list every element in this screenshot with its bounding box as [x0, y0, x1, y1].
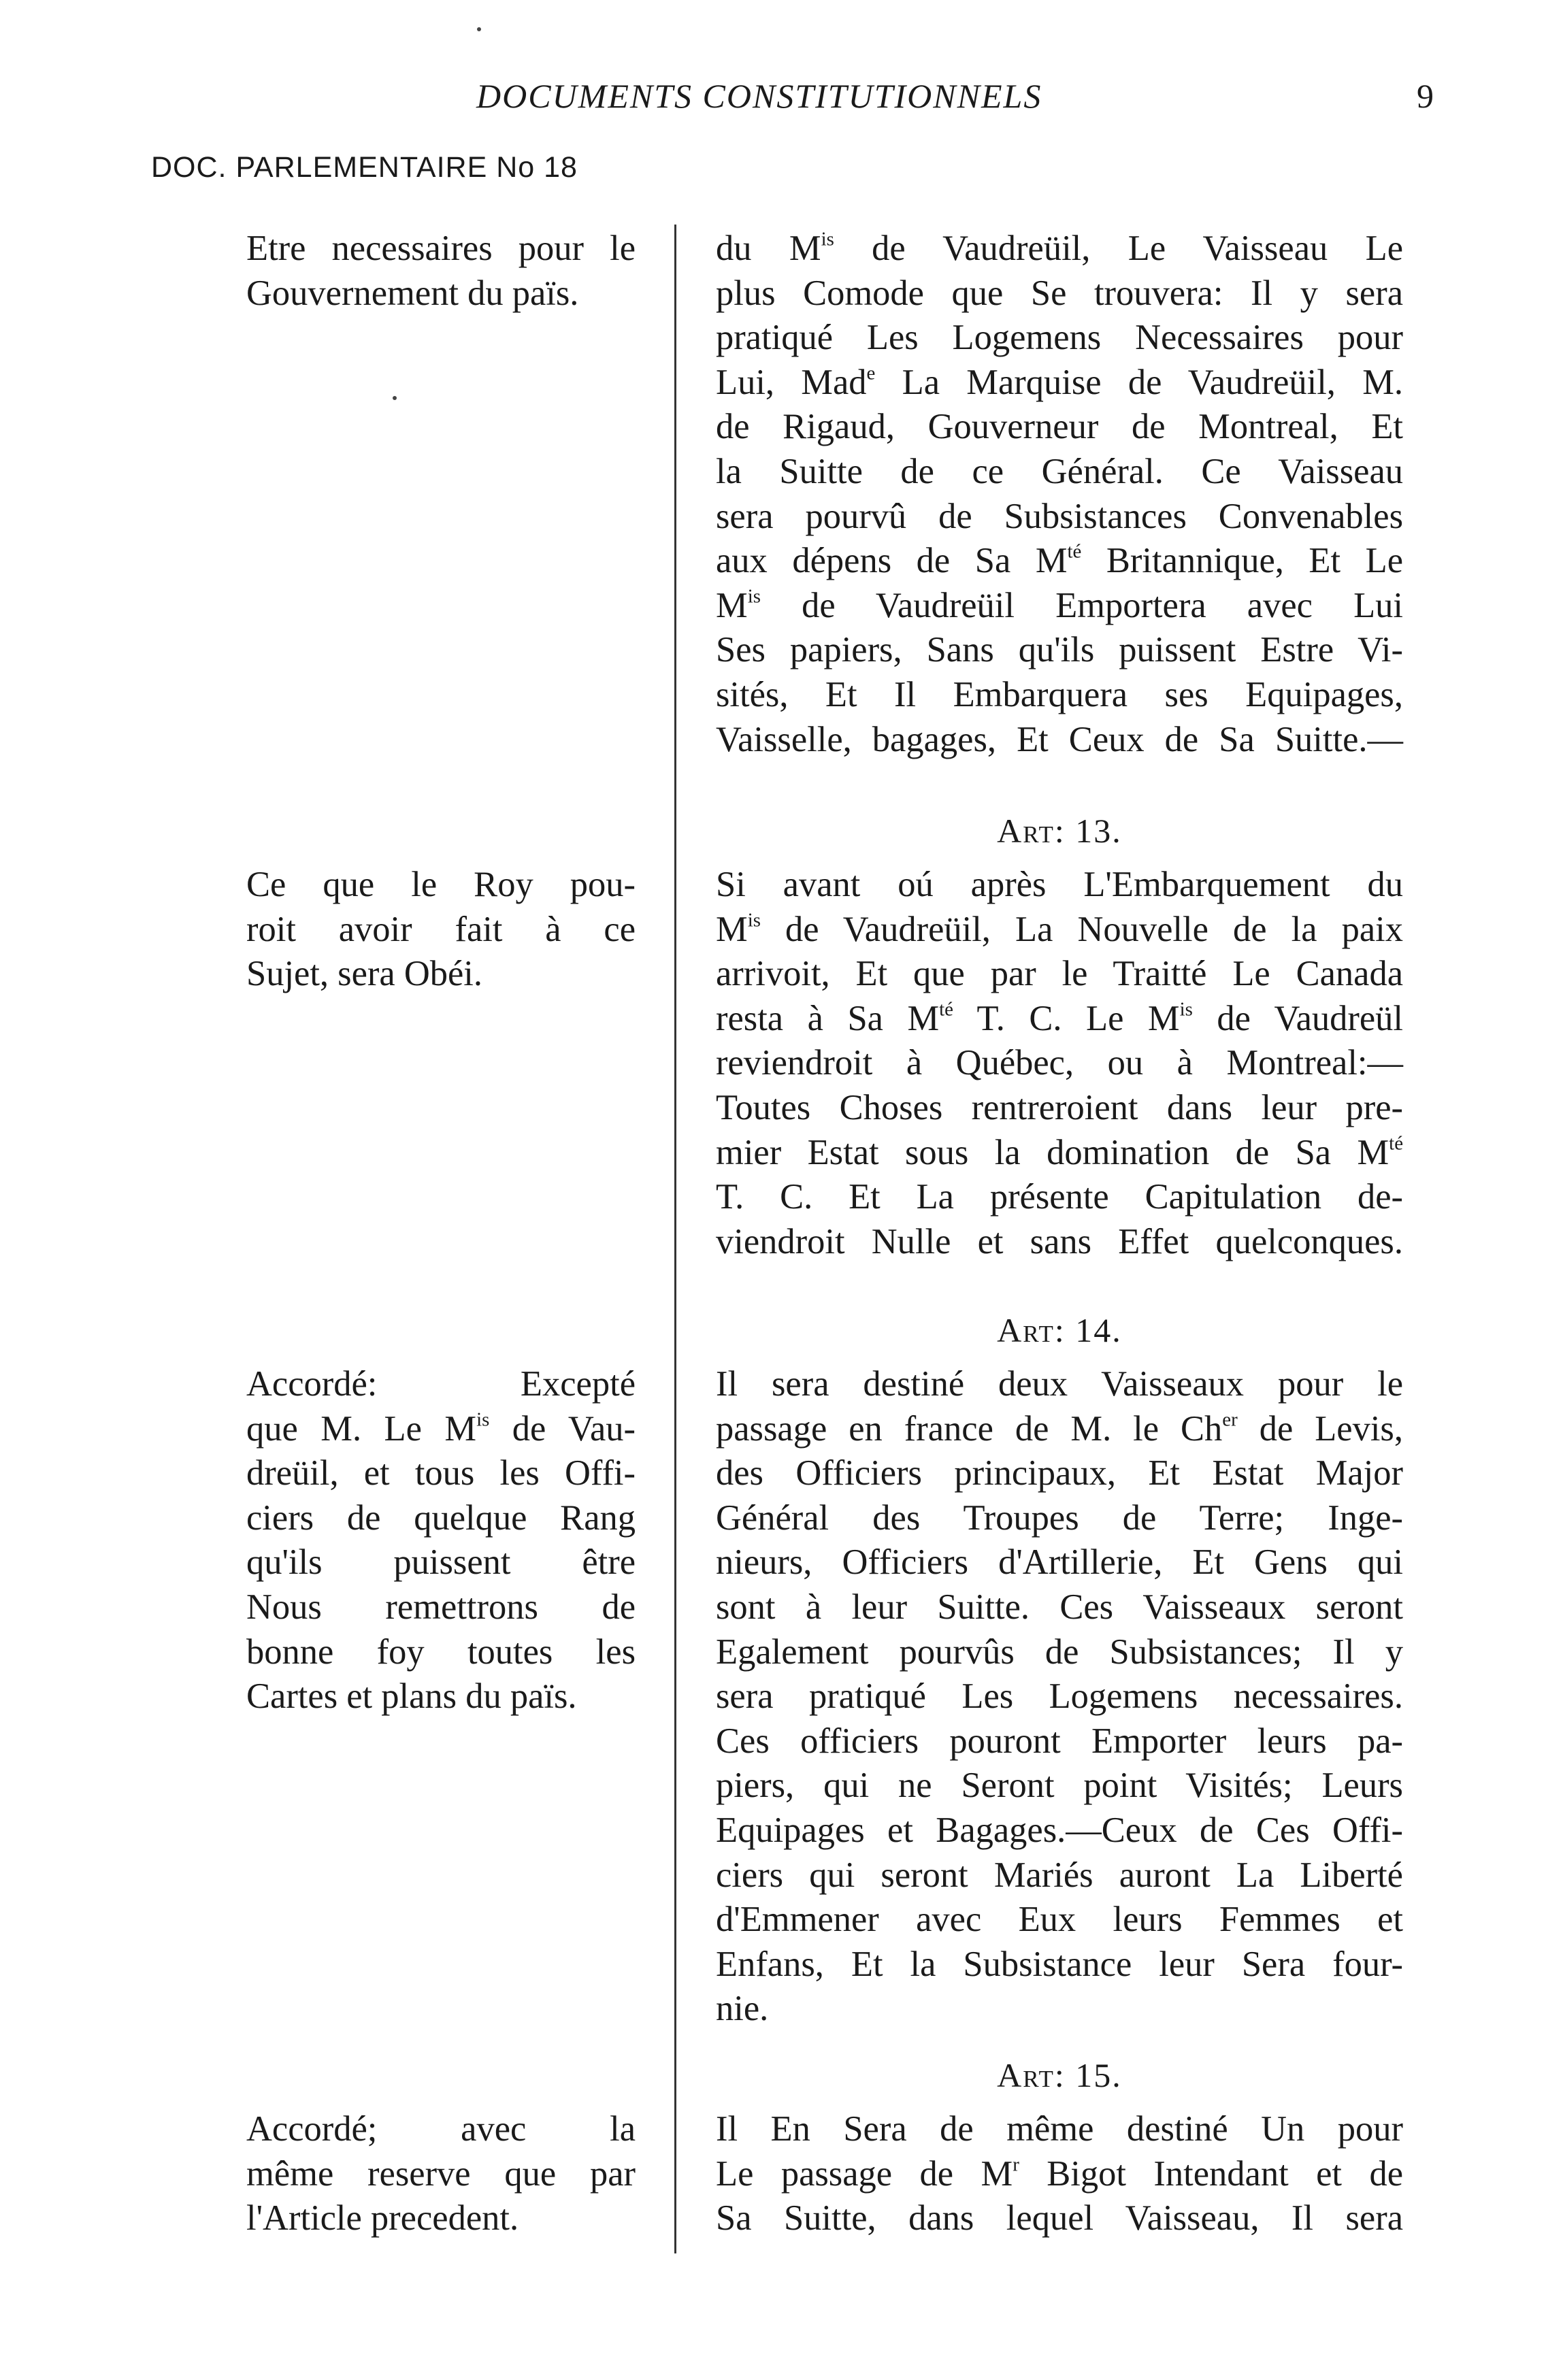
- article-15-body: [716, 2107, 1403, 2241]
- text-line: Sujet, sera Obéi.: [246, 954, 482, 994]
- text-line: sera pratiqué Les Logemens necessaires.: [716, 1676, 1403, 1717]
- text-line: bonne foy toutes les: [246, 1632, 636, 1672]
- running-title: DOCUMENTS CONSTITUTIONNELS: [476, 77, 1042, 115]
- text-line: Lui, Mad$^e$ La Marquise de Vaudreüil, M.: [716, 362, 1404, 402]
- article-13-heading: Art: 13.: [997, 812, 1122, 850]
- text-line: Etre necessaires pour le: [246, 229, 636, 268]
- text-line: Accordé; avec la: [246, 2109, 636, 2149]
- text-line: aux dépens de Sa $M^{té}$ Britannique, Et Le: [716, 540, 1403, 581]
- text-line: même reserve que par: [246, 2153, 636, 2194]
- text-line: Il sera destiné deux Vaisseaux pour le: [716, 1364, 1403, 1404]
- text-line: Il En Sera de même destiné Un pour: [716, 2109, 1403, 2149]
- text-line: plus Comode que Se trouvera: Il y sera: [716, 273, 1403, 313]
- article-15-heading: Art: 15.: [997, 2056, 1122, 2094]
- text-line: Si avant oú après L'Embarquement du: [716, 865, 1403, 904]
- text-line: Ce que le Roy pou-: [246, 865, 636, 904]
- article-13-body: [716, 863, 1403, 1264]
- text-line: pratiqué Les Logemens Necessaires pour: [716, 318, 1403, 358]
- text-line: qu'ils puissent être: [246, 1542, 636, 1583]
- text-line: sités, Et Il Embarquera ses Equipages,: [716, 674, 1403, 714]
- article-12-continuation: [716, 227, 1403, 762]
- text-line: du $M^{is}$ de Vaudreüil, Le Vaisseau Le: [716, 228, 1403, 268]
- article-14-heading: Art: 14.: [997, 1311, 1122, 1349]
- text-line: Enfans, Et la Subsistance leur Sera four-: [716, 1944, 1403, 1984]
- text-line: ciers de quelque Rang: [246, 1498, 636, 1538]
- text-line: de Rigaud, Gouverneur de Montreal, Et: [716, 407, 1403, 447]
- text-line: sont à leur Suitte. Ces Vaisseaux seront: [716, 1587, 1403, 1627]
- text-line: passage en france de M. le $Ch^{er}$ de Levis,: [716, 1408, 1403, 1449]
- text-line: sera pourvû de Subsistances Convenables: [716, 496, 1403, 536]
- text-line: la Suitte de ce Général. Ce Vaisseau: [716, 451, 1403, 491]
- text-line: nie.: [716, 1989, 769, 2029]
- text-line: nieurs, Officiers d'Artillerie, Et Gens qui: [716, 1542, 1403, 1583]
- text-line: Toutes Choses rentreroient dans leur pre-: [716, 1087, 1403, 1127]
- text-line: ciers qui seront Mariés auront La Liberté: [716, 1855, 1403, 1895]
- text-line: Général des Troupes de Terre; Inge-: [716, 1498, 1403, 1538]
- text-line: roit avoir fait à ce: [246, 909, 636, 949]
- text-line: arrivoit, Et que par le Traitté Le Canada: [716, 954, 1403, 994]
- text-line: Nous remettrons de: [246, 1587, 636, 1627]
- text-line: Equipages et Bagages.—Ceux de Ces Offi-: [716, 1810, 1403, 1850]
- text-line: Accordé: Excepté: [246, 1364, 636, 1404]
- text-line: des Officiers principaux, Et Estat Major: [716, 1453, 1403, 1493]
- text-line: Ces officiers pouront Emporter leurs pa-: [716, 1721, 1403, 1761]
- text-line: viendroit Nulle et sans Effet quelconques.: [716, 1221, 1403, 1261]
- text-line: Egalement pourvûs de Subsistances; Il y: [716, 1632, 1403, 1672]
- text-line: Sa Suitte, dans lequel Vaisseau, Il sera: [716, 2198, 1403, 2238]
- text-line: T. C. Et La présente Capitulation de-: [716, 1177, 1403, 1217]
- page-number: 9: [1417, 77, 1434, 115]
- text-line: Ses papiers, Sans qu'ils puissent Estre Vi-: [716, 630, 1403, 670]
- text-line: l'Article precedent.: [246, 2198, 519, 2238]
- doc-reference: DOC. PARLEMENTAIRE No 18: [151, 151, 578, 184]
- text-line: reviendroit à Québec, ou à Montreal:—: [716, 1043, 1403, 1083]
- print-speck: [393, 396, 397, 400]
- column-divider: [674, 225, 676, 2253]
- left-note-1: [246, 227, 636, 316]
- print-speck: [477, 27, 481, 31]
- text-line: que M. Le $M^{is}$ de Vau-: [246, 1408, 636, 1449]
- left-note-3: [246, 1362, 636, 1719]
- article-14-body: [716, 1362, 1403, 2032]
- left-note-2: [246, 863, 636, 997]
- left-note-4: [246, 2107, 636, 2241]
- text-line: d'Emmener avec Eux leurs Femmes et: [716, 1900, 1403, 1940]
- text-line: Cartes et plans du païs.: [246, 1676, 577, 1717]
- text-line: $M^{is}$ de Vaudreüil Emportera avec Lui: [716, 585, 1403, 625]
- text-line: $M^{is}$ de Vaudreüil, La Nouvelle de la paix: [716, 908, 1403, 949]
- text-line: resta à Sa $M^{té}$ T. C. Le $M^{is}$ de Vaudreül: [716, 998, 1403, 1038]
- text-line: dreüil, et tous les Offi-: [246, 1453, 636, 1493]
- text-line: piers, qui ne Seront point Visités; Leurs: [716, 1766, 1403, 1806]
- text-line: Le passage de $M^r$ Bigot Intendant et de: [716, 2153, 1404, 2194]
- text-line: Vaisselle, bagages, Et Ceux de Sa Suitte.—: [716, 719, 1403, 759]
- text-line: mier Estat sous la domination de Sa $M^{té}$: [716, 1131, 1403, 1172]
- text-line: Gouvernement du païs.: [246, 273, 579, 313]
